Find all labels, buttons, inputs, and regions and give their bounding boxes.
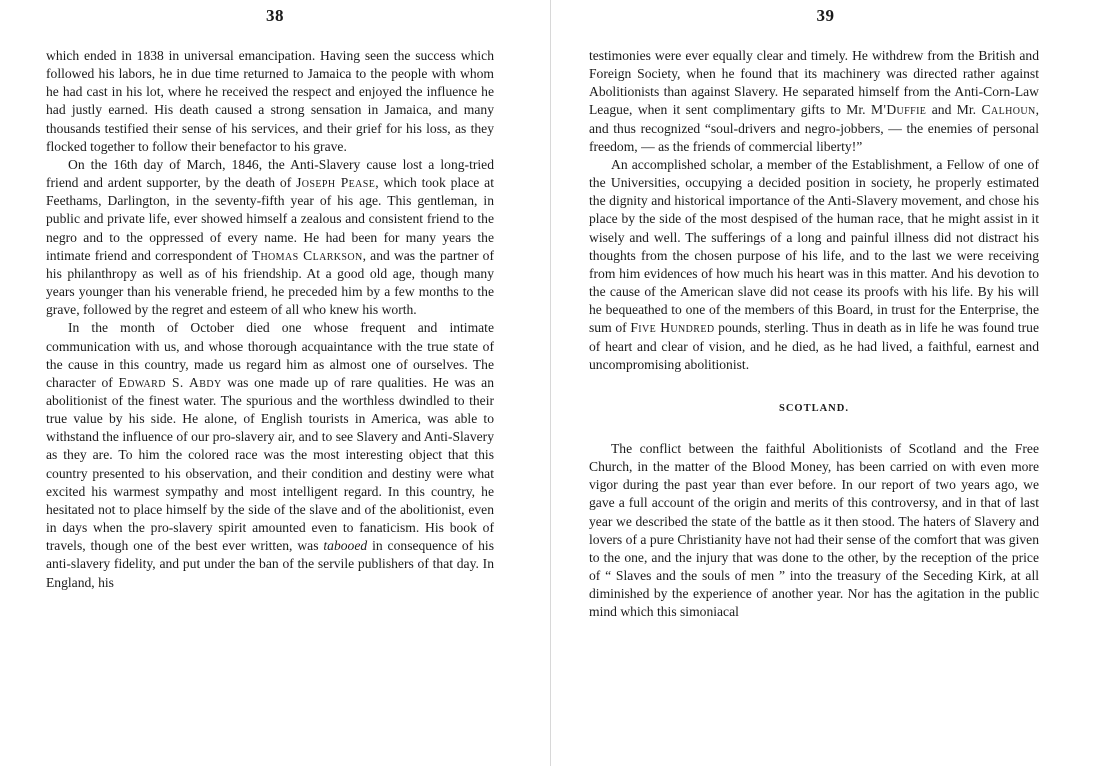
paragraph-text: , and was the partner of his philanthropy as well as of his friendship. At a good old age, though many years younger than his venerable friend, he preceded him by a few months to the grave, followed by the regret and esteem of all who knew his worth. <box>46 247 494 318</box>
paragraph <box>46 156 494 319</box>
page-number-left: 38 <box>266 6 284 25</box>
paragraph <box>589 440 1039 622</box>
paragraph-text: The conflict between the faithful Abolitionists of Scotland and the Free Church, in the matter of the Blood Money, has been carried on with even more vigor during the past year than ever before. In our report of two years ago, we gave a full account of the origin and merits of this controversy, and in that of last year we described the state of the battle as it then stood. The haters of Slavery and lovers of a pure Christianity have not had their sense of the comfort that was given to the one, and the injury that was done to the other, by the reception of the price of “ Slaves and the souls of men ” into the treasury of the Seceding Kirk, at all diminished by the experience of another year. Nor has the agitation in the public mind which this simoniacal <box>589 440 1039 620</box>
paragraph-text: In the month of October died one whose frequent and intimate communication with us, and whose thorough acquaintance with the true state of the cause in this country, made us regard him as almost one of ourselves. The character of <box>46 320 494 390</box>
person-name: Calhoun <box>981 102 1036 118</box>
sum-amount: Five Hundred <box>630 320 715 336</box>
paragraph-text: and Mr. <box>926 102 982 118</box>
page-number-right: 39 <box>816 6 835 25</box>
right-page-body <box>589 47 1039 622</box>
paragraph-text: was one made up of rare qualities. He was an abolitionist of the finest water. The spurious and the worthless dwindled to their true value by his side. He alone, of English tourists in America, was able to withstand the influence of our pro-slavery air, and to see Slavery and Anti-Slavery as they are. To him the colored race was the most interesting object that this country presented to his observation, and their condition and destiny were what excited his warmest sympathy and most intelligent regard. In this country, he hesitated not to place himself by the side of the slave and of the abolitionist, even in days when the pro-slavery spirit amounted even to fanaticism. His book of travels, though one of the best ever written, was <box>46 374 494 554</box>
paragraph-text: An accomplished scholar, a member of the Establishment, a Fellow of one of the Universities, occupying a decided position in society, he properly estimated the dignity and historical importance of the Anti-Slavery movement, and chose his place by the side of the most despised of the human race, that he might assist in it wisely and well. The sufferings of a long and painful illness did not distract his thoughts from the chosen purpose of his life, and to the last we were receiving from him evidences of how much his heart was in this matter. And his devotion to the cause of the American slave did not cease its proofs with his life. By his will he bequeathed to one of the members of this Board, in trust for the Enterprise, the sum of <box>589 156 1039 336</box>
paragraph <box>46 47 494 156</box>
paragraph-text: pounds, sterling. Thus in death as in life he was found true of heart and clear of vision, and he died, as he had lived, a faithful, earnest and uncompromising abolitionist. <box>589 320 1040 372</box>
paragraph-text: which ended in 1838 in universal emancipation. Having seen the success which followed his labors, he in due time returned to Jamaica to the people with whom he had cast in his lot, where he received the respect and enjoyed the influence he had justly earned. His death caused a strong sensation in Jamaica, and many thousands testified their sense of his services, and their grief for his loss, as they flocked together to follow their benefactor to his grave. <box>46 48 494 154</box>
section-heading: SCOTLAND. <box>779 402 849 414</box>
paragraph-text: in consequence of his anti-slavery fidelity, and put under the ban of the servile publishers of that day. In England, his <box>46 538 494 590</box>
italic-word: tabooed <box>323 538 368 554</box>
person-name: Joseph Pease <box>296 175 376 191</box>
paragraph <box>46 319 494 591</box>
paragraph-text: , which took place at Feethams, Darlington, in the seventy-fifth year of his age. This gentleman, in public and private life, ever showed himself a zealous and consistent friend to the negro and to the oppressed of every name. He had been for many years the intimate friend and correspondent of <box>46 175 494 263</box>
person-name: M'Duffie <box>870 102 927 118</box>
paragraph <box>589 47 1039 156</box>
paragraph-text: testimonies were ever equally clear and timely. He withdrew from the British and Foreign Society, when he found that its machinery was directed rather against Abolitionists than against Slavery. He separated himself from the Anti-Corn-Law League, when it sent complimentary gifts to Mr. <box>589 48 1039 118</box>
paragraph <box>589 156 1039 374</box>
person-name: Thomas Clarkson <box>251 247 363 263</box>
right-page <box>550 0 1100 766</box>
paragraph-text: , and thus recognized “soul-drivers and negro-jobbers, — the enemies of personal freedom, — as the friends of commercial liberty!” <box>589 102 1039 154</box>
person-name: Edward S. Abdy <box>118 374 222 390</box>
paragraph-text: On the 16th day of March, 1846, the Anti-Slavery cause lost a long-tried friend and ardent supporter, by the death of <box>46 156 494 191</box>
left-page-body <box>46 47 494 592</box>
